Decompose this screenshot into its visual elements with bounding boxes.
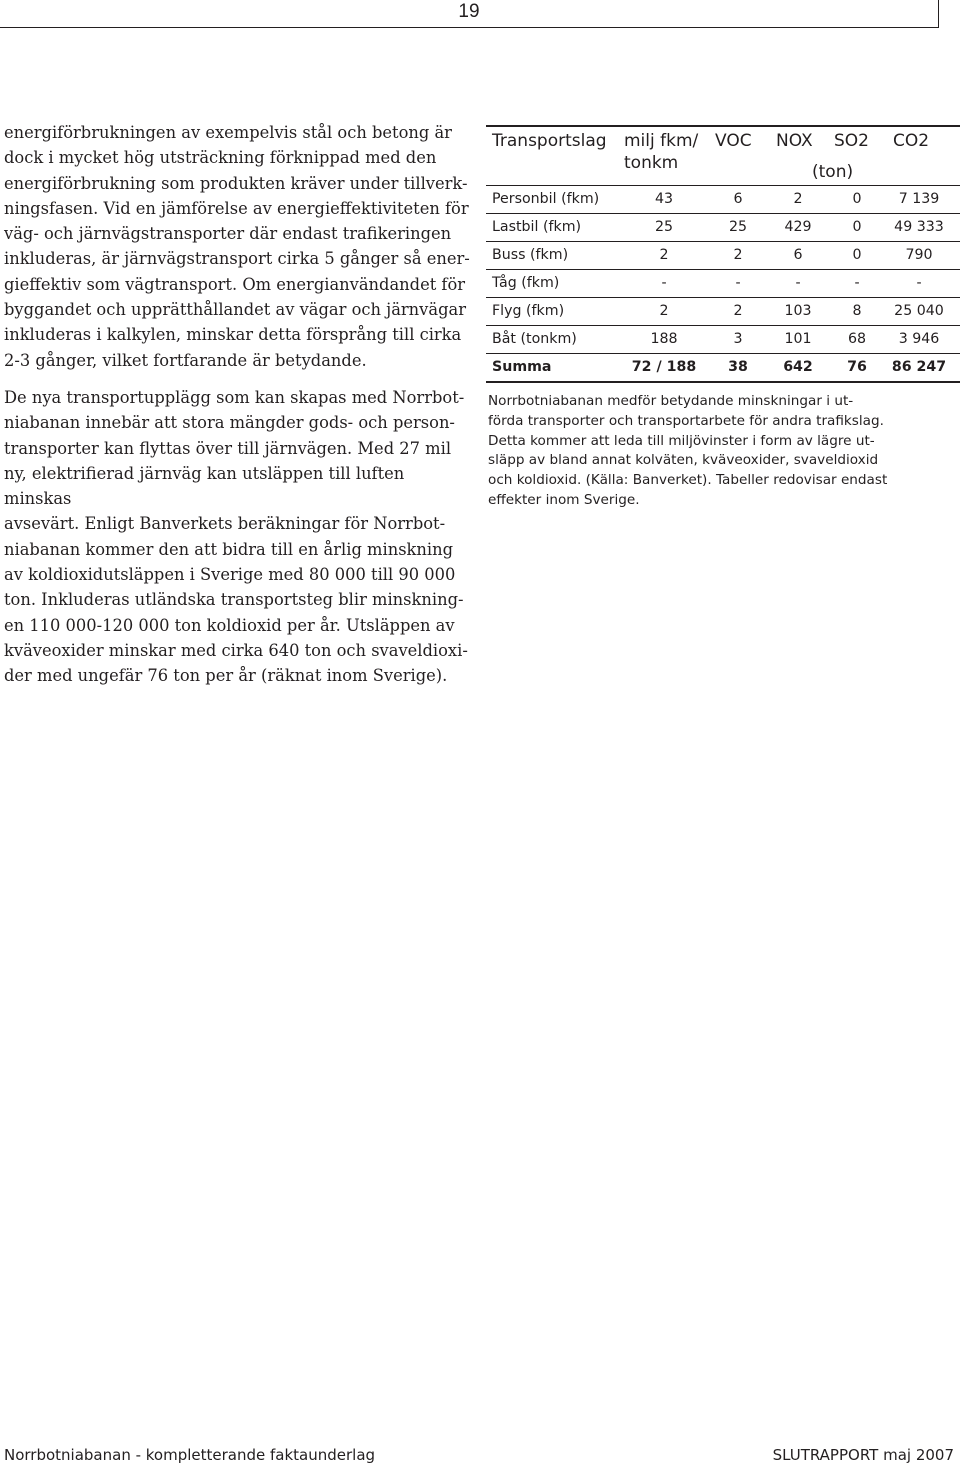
header-transportslag: Transportslag [492,131,607,151]
cell-co2: 49 333 [894,219,944,235]
table-row [486,270,960,297]
cell-nox: 6 [793,247,803,263]
cell-so2: 0 [852,191,862,207]
cell-label: Flyg (fkm) [492,303,565,319]
page-number-box [0,0,939,28]
cell-milj: 2 [659,303,669,319]
body-text-column [4,120,474,689]
cell-voc: 38 [728,359,748,375]
cell-voc: 6 [733,191,743,207]
cell-label: Personbil (fkm) [492,191,600,207]
cell-milj: 43 [654,191,674,207]
table-bottom-rule [486,381,960,383]
table-summary-row [486,354,960,381]
cell-label: Buss (fkm) [492,247,569,263]
cell-co2: 7 139 [898,191,940,207]
cell-milj: 72 / 188 [631,359,697,375]
header-unit: (ton) [812,162,854,182]
cell-so2: 76 [847,359,867,375]
cell-co2: 790 [905,247,933,263]
cell-co2: 86 247 [891,359,947,375]
table-row [486,326,960,353]
cell-nox: 429 [784,219,812,235]
cell-milj: 188 [650,331,678,347]
cell-voc: 2 [733,247,743,263]
cell-voc: 3 [733,331,743,347]
cell-voc: 25 [728,219,748,235]
cell-co2: 25 040 [894,303,944,319]
body-paragraph: energiförbrukningen av exempelvis stål och betong är dock i mycket hög utsträckning förknippad med den energiförbrukning som produkten kräver under tillverk- ningsfasen. Vid en jämförelse av energieffektiviteten för väg- och järnvägstransporter där endast trafikeringen inkluderas, är järnvägstransport cirka 5 gånger så ener- gieffektiv som vägtransport. Om energianvändandet för byggandet och upprätthållandet av vägar och järnvägar inkluderas i kalkylen, minskar detta försprång till cirka 2-3 gånger, vilket fortfarande är betydande. [4,123,470,370]
emissions-table [486,125,960,511]
cell-voc: - [735,275,741,291]
cell-so2: 0 [852,219,862,235]
body-paragraph: De nya transportupplägg som kan skapas med Norrbot- niabanan innebär att stora mängder gods- och person- transporter kan flyttas över till järnvägen. Med 27 mil ny, elektrifierad järnväg kan utsläppen till luften minskas avsevärt. Enligt Banverkets beräkningar för Norrbot- niabanan kommer den att bidra till en årlig minskning av koldioxidutsläppen i Sverige med 80 000 till 90 000 ton. Inkluderas utländska transportsteg blir minskning- en 110 000-120 000 ton koldioxid per år. Utsläppen av kväveoxider minskar med cirka 640 ton och svaveldioxi- der med ungefär 76 ton per år (räknat inom Sverige). [4,387,468,686]
cell-milj: - [661,275,667,291]
cell-nox: 2 [793,191,803,207]
cell-so2: - [854,275,860,291]
cell-so2: 0 [852,247,862,263]
table-row [486,242,960,269]
cell-label: Summa [492,359,552,375]
table-row [486,214,960,241]
table-caption: Norrbotniabanan medför betydande minskningar i ut- förda transporter och transportarbete för andra trafikslag. Detta kommer att leda till miljövinster i form av lägre ut- släpp av bland annat kolväten, kväveoxider, svaveldioxid och koldioxid. (Källa: Banverket). Tabeller redovisar endast effekter inom Sverige. [488,393,888,508]
table-row [486,298,960,325]
cell-nox: 642 [783,359,813,375]
cell-label: Lastbil (fkm) [492,219,582,235]
header-milj: milj fkm/ tonkm [624,131,699,173]
header-nox: NOX [776,131,813,151]
cell-nox: - [795,275,801,291]
table-header [486,127,960,185]
cell-voc: 2 [733,303,743,319]
cell-so2: 68 [847,331,867,347]
cell-co2: 3 946 [898,331,940,347]
cell-label: Båt (tonkm) [492,331,577,347]
cell-label: Tåg (fkm) [492,275,560,291]
cell-co2: - [916,275,922,291]
page-number: 19 [458,1,480,22]
cell-nox: 103 [784,303,812,319]
header-co2: CO2 [893,131,930,151]
cell-milj: 25 [654,219,674,235]
footer-title: Norrbotniabanan - kompletterande faktaunderlag [4,1446,376,1464]
header-voc: VOC [715,131,752,151]
cell-nox: 101 [784,331,812,347]
header-so2: SO2 [834,131,869,151]
cell-milj: 2 [659,247,669,263]
footer-report: SLUTRAPPORT maj 2007 [772,1446,954,1464]
table-row [486,186,960,213]
cell-so2: 8 [852,303,862,319]
